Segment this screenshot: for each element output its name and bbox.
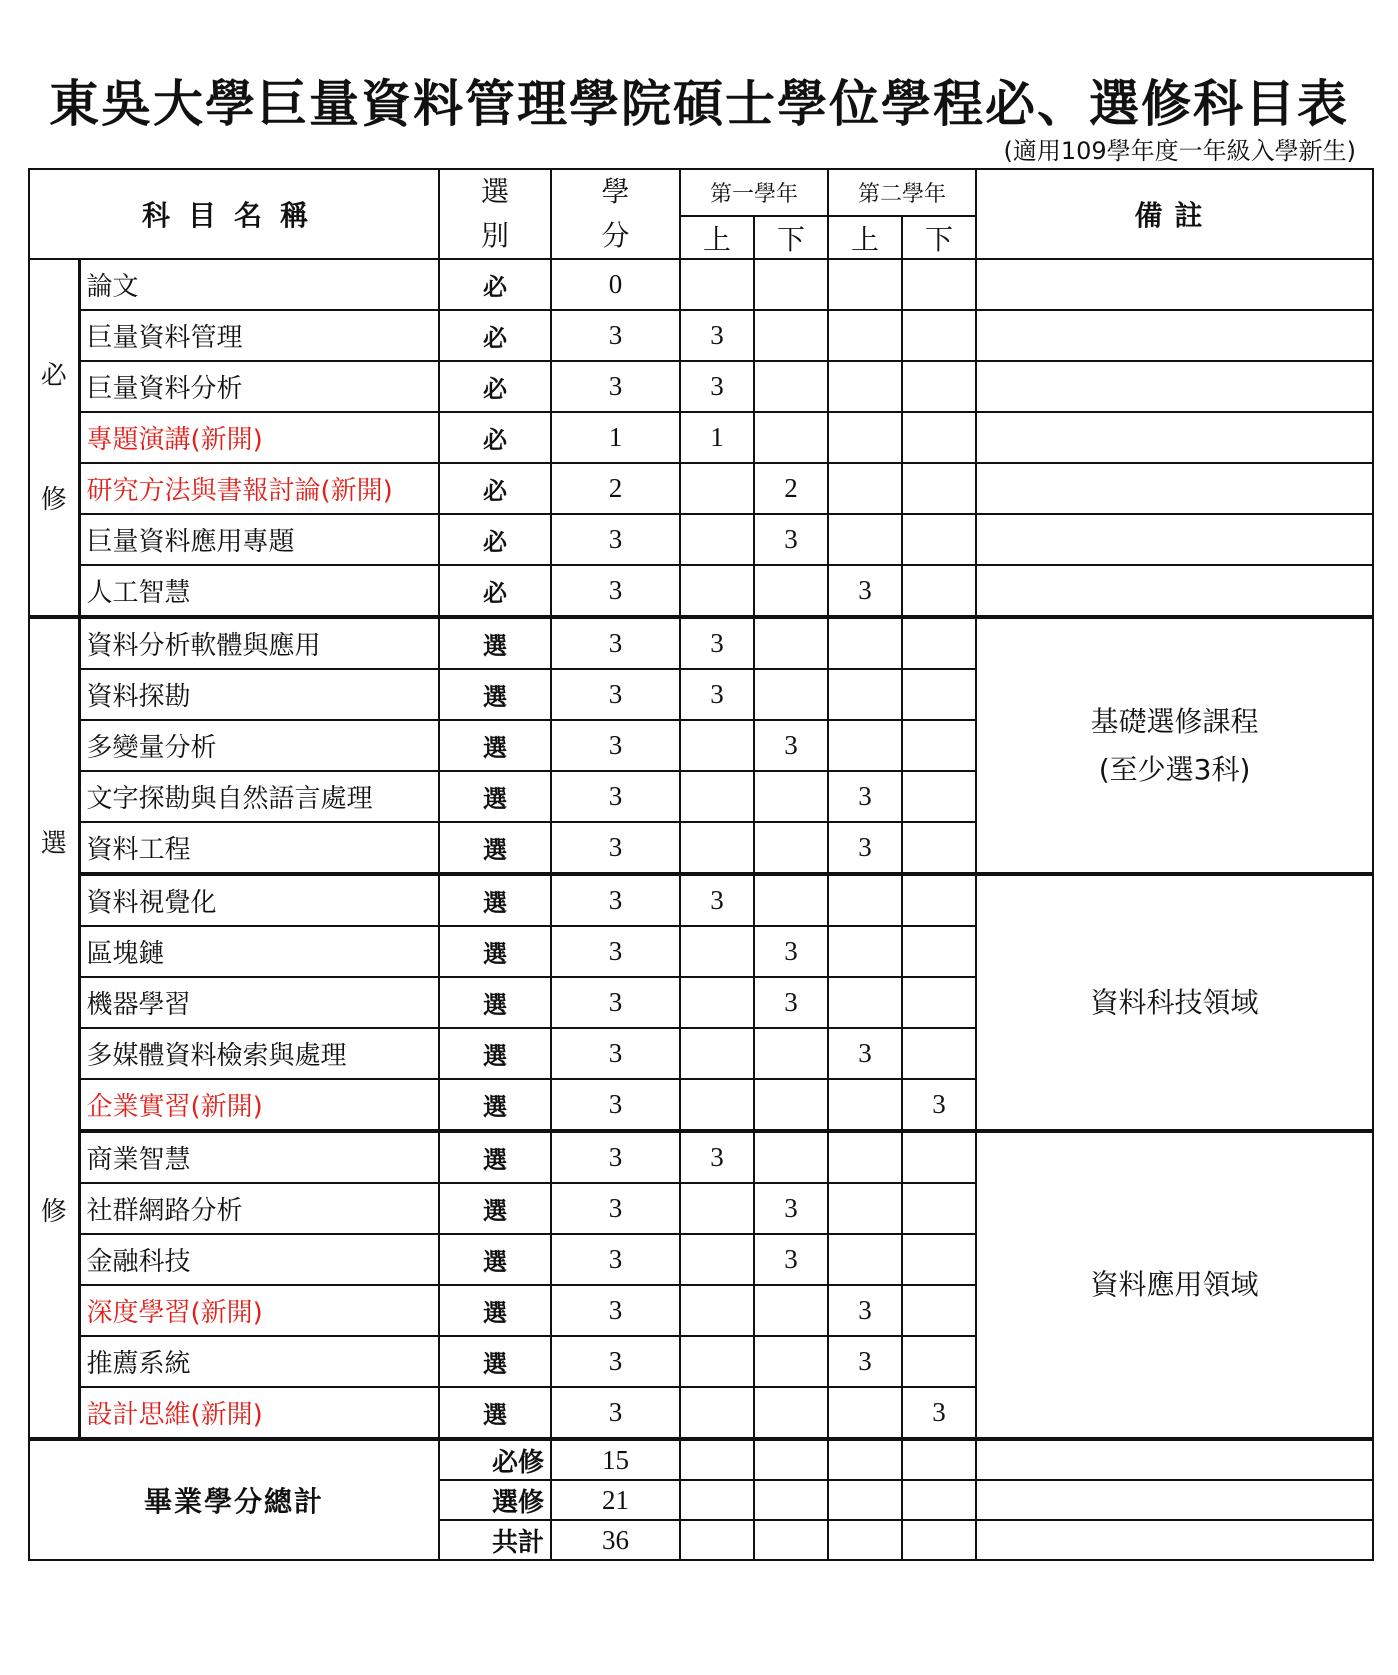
semester-credits-y2u bbox=[828, 1183, 902, 1234]
course-type: 選 bbox=[439, 720, 551, 771]
course-name: 巨量資料管理 bbox=[79, 310, 439, 361]
semester-credits-y1u bbox=[680, 771, 754, 822]
total-type: 必修 bbox=[439, 1439, 551, 1480]
group-elective: 選 修 bbox=[29, 617, 79, 1439]
semester-credits-y1u bbox=[680, 1285, 754, 1336]
semester-credits-y2u bbox=[828, 463, 902, 514]
semester-credits-y2d bbox=[902, 514, 976, 565]
semester-credits-y2d bbox=[902, 822, 976, 874]
semester-credits-y1u bbox=[680, 1183, 754, 1234]
course-type: 必 bbox=[439, 412, 551, 463]
semester-credits-y1d bbox=[754, 617, 828, 669]
semester-credits-y2d bbox=[902, 617, 976, 669]
semester-credits-y1d: 3 bbox=[754, 1234, 828, 1285]
total-type: 選修 bbox=[439, 1480, 551, 1520]
course-name: 資料工程 bbox=[79, 822, 439, 874]
total-credits: 36 bbox=[551, 1520, 680, 1560]
course-credits: 3 bbox=[551, 565, 680, 617]
semester-credits-y1u bbox=[680, 720, 754, 771]
course-credits: 3 bbox=[551, 1234, 680, 1285]
semester-credits-y2d bbox=[902, 565, 976, 617]
course-credits: 3 bbox=[551, 514, 680, 565]
semester-credits-y2d bbox=[902, 1028, 976, 1079]
course-type: 選 bbox=[439, 822, 551, 874]
semester-credits-y2u: 3 bbox=[828, 822, 902, 874]
semester-credits-y1u: 1 bbox=[680, 412, 754, 463]
course-name: 研究方法與書報討論(新開) bbox=[79, 463, 439, 514]
table-row bbox=[29, 412, 1373, 463]
empty-cell bbox=[828, 1439, 902, 1480]
course-name: 多媒體資料檢索與處理 bbox=[79, 1028, 439, 1079]
semester-credits-y1d bbox=[754, 874, 828, 926]
empty-cell bbox=[680, 1480, 754, 1520]
semester-credits-y2u bbox=[828, 259, 902, 310]
course-name: 設計思維(新開) bbox=[79, 1387, 439, 1439]
total-type: 共計 bbox=[439, 1520, 551, 1560]
semester-credits-y1d bbox=[754, 1387, 828, 1439]
course-credits: 3 bbox=[551, 1183, 680, 1234]
semester-credits-y1d bbox=[754, 1028, 828, 1079]
page-title: 東吳大學巨量資料管理學院碩士學位學程必、選修科目表 bbox=[49, 75, 1349, 133]
semester-credits-y2u bbox=[828, 1387, 902, 1439]
course-credits: 3 bbox=[551, 1387, 680, 1439]
semester-credits-y1d bbox=[754, 259, 828, 310]
course-name: 巨量資料應用專題 bbox=[79, 514, 439, 565]
course-credits: 2 bbox=[551, 463, 680, 514]
empty-cell bbox=[828, 1520, 902, 1560]
semester-credits-y1u: 3 bbox=[680, 361, 754, 412]
semester-credits-y2u bbox=[828, 669, 902, 720]
semester-credits-y2u: 3 bbox=[828, 771, 902, 822]
empty-cell bbox=[976, 1520, 1373, 1560]
semester-credits-y2u bbox=[828, 617, 902, 669]
course-type: 必 bbox=[439, 463, 551, 514]
course-name: 社群網路分析 bbox=[79, 1183, 439, 1234]
course-type: 選 bbox=[439, 617, 551, 669]
semester-credits-y1u bbox=[680, 926, 754, 977]
header-credits: 學 分 bbox=[551, 169, 680, 259]
semester-credits-y1u: 3 bbox=[680, 874, 754, 926]
course-name: 巨量資料分析 bbox=[79, 361, 439, 412]
table-row bbox=[29, 361, 1373, 412]
empty-cell bbox=[680, 1520, 754, 1560]
semester-credits-y1d bbox=[754, 1079, 828, 1131]
semester-credits-y2u: 3 bbox=[828, 1285, 902, 1336]
course-credits: 3 bbox=[551, 310, 680, 361]
course-name: 機器學習 bbox=[79, 977, 439, 1028]
course-name: 金融科技 bbox=[79, 1234, 439, 1285]
semester-credits-y2u bbox=[828, 874, 902, 926]
semester-credits-y1u bbox=[680, 1028, 754, 1079]
total-label: 畢業學分總計 bbox=[29, 1439, 439, 1560]
semester-credits-y1u bbox=[680, 822, 754, 874]
semester-credits-y2d bbox=[902, 926, 976, 977]
semester-credits-y2d bbox=[902, 669, 976, 720]
remark-cell bbox=[976, 565, 1373, 617]
empty-cell bbox=[754, 1480, 828, 1520]
header-type: 選 別 bbox=[439, 169, 551, 259]
semester-credits-y1d: 3 bbox=[754, 977, 828, 1028]
semester-credits-y1d bbox=[754, 822, 828, 874]
page-subtitle: (適用109學年度一年級入學新生) bbox=[1003, 137, 1356, 165]
semester-credits-y2d bbox=[902, 1183, 976, 1234]
semester-credits-y2d bbox=[902, 412, 976, 463]
course-type: 選 bbox=[439, 1234, 551, 1285]
semester-credits-y1u bbox=[680, 514, 754, 565]
table-row bbox=[29, 259, 1373, 310]
semester-credits-y1u bbox=[680, 977, 754, 1028]
table-row bbox=[29, 874, 1373, 926]
semester-credits-y2d bbox=[902, 771, 976, 822]
semester-credits-y2u bbox=[828, 1131, 902, 1183]
course-name: 深度學習(新開) bbox=[79, 1285, 439, 1336]
course-type: 必 bbox=[439, 310, 551, 361]
semester-credits-y1u: 3 bbox=[680, 669, 754, 720]
course-credits: 3 bbox=[551, 669, 680, 720]
header-y2-up: 上 bbox=[828, 216, 902, 259]
course-type: 選 bbox=[439, 1131, 551, 1183]
semester-credits-y2d bbox=[902, 1234, 976, 1285]
course-name: 專題演講(新開) bbox=[79, 412, 439, 463]
course-credits: 3 bbox=[551, 1131, 680, 1183]
header-year-1: 第一學年 bbox=[680, 169, 828, 216]
empty-cell bbox=[902, 1480, 976, 1520]
course-name: 推薦系統 bbox=[79, 1336, 439, 1387]
course-type: 必 bbox=[439, 361, 551, 412]
semester-credits-y2d bbox=[902, 310, 976, 361]
table-row bbox=[29, 310, 1373, 361]
semester-credits-y2u: 3 bbox=[828, 565, 902, 617]
course-name: 多變量分析 bbox=[79, 720, 439, 771]
semester-credits-y2u bbox=[828, 926, 902, 977]
empty-cell bbox=[754, 1520, 828, 1560]
block-remark: 基礎選修課程 (至少選3科) bbox=[976, 617, 1373, 874]
empty-cell bbox=[902, 1439, 976, 1480]
remark-cell bbox=[976, 259, 1373, 310]
semester-credits-y2u bbox=[828, 720, 902, 771]
semester-credits-y2d bbox=[902, 1336, 976, 1387]
semester-credits-y1u: 3 bbox=[680, 1131, 754, 1183]
empty-cell bbox=[902, 1520, 976, 1560]
course-name: 企業實習(新開) bbox=[79, 1079, 439, 1131]
header-y2-down: 下 bbox=[902, 216, 976, 259]
course-type: 選 bbox=[439, 1285, 551, 1336]
semester-credits-y1d: 3 bbox=[754, 720, 828, 771]
semester-credits-y2d bbox=[902, 1131, 976, 1183]
course-name: 人工智慧 bbox=[79, 565, 439, 617]
remark-cell bbox=[976, 310, 1373, 361]
semester-credits-y1u bbox=[680, 463, 754, 514]
semester-credits-y1d bbox=[754, 669, 828, 720]
table-row bbox=[29, 565, 1373, 617]
course-credits: 3 bbox=[551, 874, 680, 926]
semester-credits-y1d: 2 bbox=[754, 463, 828, 514]
remark-cell bbox=[976, 412, 1373, 463]
semester-credits-y1d bbox=[754, 361, 828, 412]
course-credits: 3 bbox=[551, 720, 680, 771]
course-name: 資料分析軟體與應用 bbox=[79, 617, 439, 669]
header-remark: 備註 bbox=[976, 169, 1373, 259]
empty-cell bbox=[976, 1439, 1373, 1480]
semester-credits-y1u bbox=[680, 1387, 754, 1439]
header-row-1 bbox=[29, 169, 1373, 216]
remark-cell bbox=[976, 463, 1373, 514]
course-credits: 1 bbox=[551, 412, 680, 463]
course-type: 選 bbox=[439, 1336, 551, 1387]
semester-credits-y2d bbox=[902, 874, 976, 926]
semester-credits-y1d bbox=[754, 1131, 828, 1183]
course-credits: 3 bbox=[551, 1336, 680, 1387]
table-row bbox=[29, 1131, 1373, 1183]
course-type: 必 bbox=[439, 565, 551, 617]
semester-credits-y2d bbox=[902, 1285, 976, 1336]
semester-credits-y1u: 3 bbox=[680, 310, 754, 361]
total-credits: 21 bbox=[551, 1480, 680, 1520]
course-type: 必 bbox=[439, 514, 551, 565]
header-course-name: 科目名稱 bbox=[29, 169, 439, 259]
empty-cell bbox=[976, 1480, 1373, 1520]
semester-credits-y2u bbox=[828, 1079, 902, 1131]
semester-credits-y1d bbox=[754, 565, 828, 617]
semester-credits-y2d bbox=[902, 259, 976, 310]
table-row bbox=[29, 617, 1373, 669]
semester-credits-y1d bbox=[754, 412, 828, 463]
semester-credits-y2u bbox=[828, 514, 902, 565]
semester-credits-y2d: 3 bbox=[902, 1079, 976, 1131]
empty-cell bbox=[754, 1439, 828, 1480]
course-name: 商業智慧 bbox=[79, 1131, 439, 1183]
course-name: 論文 bbox=[79, 259, 439, 310]
course-credits: 3 bbox=[551, 1028, 680, 1079]
course-credits: 0 bbox=[551, 259, 680, 310]
empty-cell bbox=[680, 1439, 754, 1480]
semester-credits-y2u bbox=[828, 977, 902, 1028]
semester-credits-y1d bbox=[754, 310, 828, 361]
block-remark: 資料科技領域 bbox=[976, 874, 1373, 1131]
semester-credits-y1u bbox=[680, 1336, 754, 1387]
course-type: 選 bbox=[439, 1028, 551, 1079]
semester-credits-y2d bbox=[902, 720, 976, 771]
course-credits: 3 bbox=[551, 977, 680, 1028]
semester-credits-y1d bbox=[754, 1336, 828, 1387]
semester-credits-y2d bbox=[902, 977, 976, 1028]
semester-credits-y1u bbox=[680, 259, 754, 310]
course-credits: 3 bbox=[551, 771, 680, 822]
course-type: 選 bbox=[439, 874, 551, 926]
semester-credits-y2d: 3 bbox=[902, 1387, 976, 1439]
total-credits: 15 bbox=[551, 1439, 680, 1480]
semester-credits-y1u bbox=[680, 1079, 754, 1131]
empty-cell bbox=[828, 1480, 902, 1520]
course-type: 選 bbox=[439, 771, 551, 822]
course-name: 資料視覺化 bbox=[79, 874, 439, 926]
course-type: 選 bbox=[439, 1183, 551, 1234]
semester-credits-y1d bbox=[754, 1285, 828, 1336]
course-type: 選 bbox=[439, 1079, 551, 1131]
semester-credits-y1d bbox=[754, 771, 828, 822]
block-remark: 資料應用領域 bbox=[976, 1131, 1373, 1439]
course-credits: 3 bbox=[551, 822, 680, 874]
course-type: 選 bbox=[439, 1387, 551, 1439]
course-type: 選 bbox=[439, 926, 551, 977]
remark-cell bbox=[976, 361, 1373, 412]
semester-credits-y2u: 3 bbox=[828, 1336, 902, 1387]
table-row bbox=[29, 463, 1373, 514]
semester-credits-y1d: 3 bbox=[754, 1183, 828, 1234]
semester-credits-y1d: 3 bbox=[754, 926, 828, 977]
semester-credits-y1u bbox=[680, 565, 754, 617]
course-name: 區塊鏈 bbox=[79, 926, 439, 977]
semester-credits-y2u: 3 bbox=[828, 1028, 902, 1079]
course-credits: 3 bbox=[551, 1079, 680, 1131]
course-name: 文字探勘與自然語言處理 bbox=[79, 771, 439, 822]
course-type: 選 bbox=[439, 669, 551, 720]
course-name: 資料探勘 bbox=[79, 669, 439, 720]
total-row bbox=[29, 1439, 1373, 1480]
header-year-2: 第二學年 bbox=[828, 169, 976, 216]
header-y1-up: 上 bbox=[680, 216, 754, 259]
group-required: 必 修 bbox=[29, 259, 79, 617]
course-credits: 3 bbox=[551, 617, 680, 669]
course-credits: 3 bbox=[551, 1285, 680, 1336]
remark-cell bbox=[976, 514, 1373, 565]
semester-credits-y2u bbox=[828, 310, 902, 361]
semester-credits-y2u bbox=[828, 412, 902, 463]
semester-credits-y2u bbox=[828, 361, 902, 412]
course-table bbox=[28, 168, 1374, 1561]
semester-credits-y1d: 3 bbox=[754, 514, 828, 565]
semester-credits-y2u bbox=[828, 1234, 902, 1285]
course-credits: 3 bbox=[551, 361, 680, 412]
semester-credits-y2d bbox=[902, 361, 976, 412]
course-type: 選 bbox=[439, 977, 551, 1028]
semester-credits-y1u bbox=[680, 1234, 754, 1285]
table-row bbox=[29, 514, 1373, 565]
course-credits: 3 bbox=[551, 926, 680, 977]
header-y1-down: 下 bbox=[754, 216, 828, 259]
semester-credits-y1u: 3 bbox=[680, 617, 754, 669]
semester-credits-y2d bbox=[902, 463, 976, 514]
course-type: 必 bbox=[439, 259, 551, 310]
